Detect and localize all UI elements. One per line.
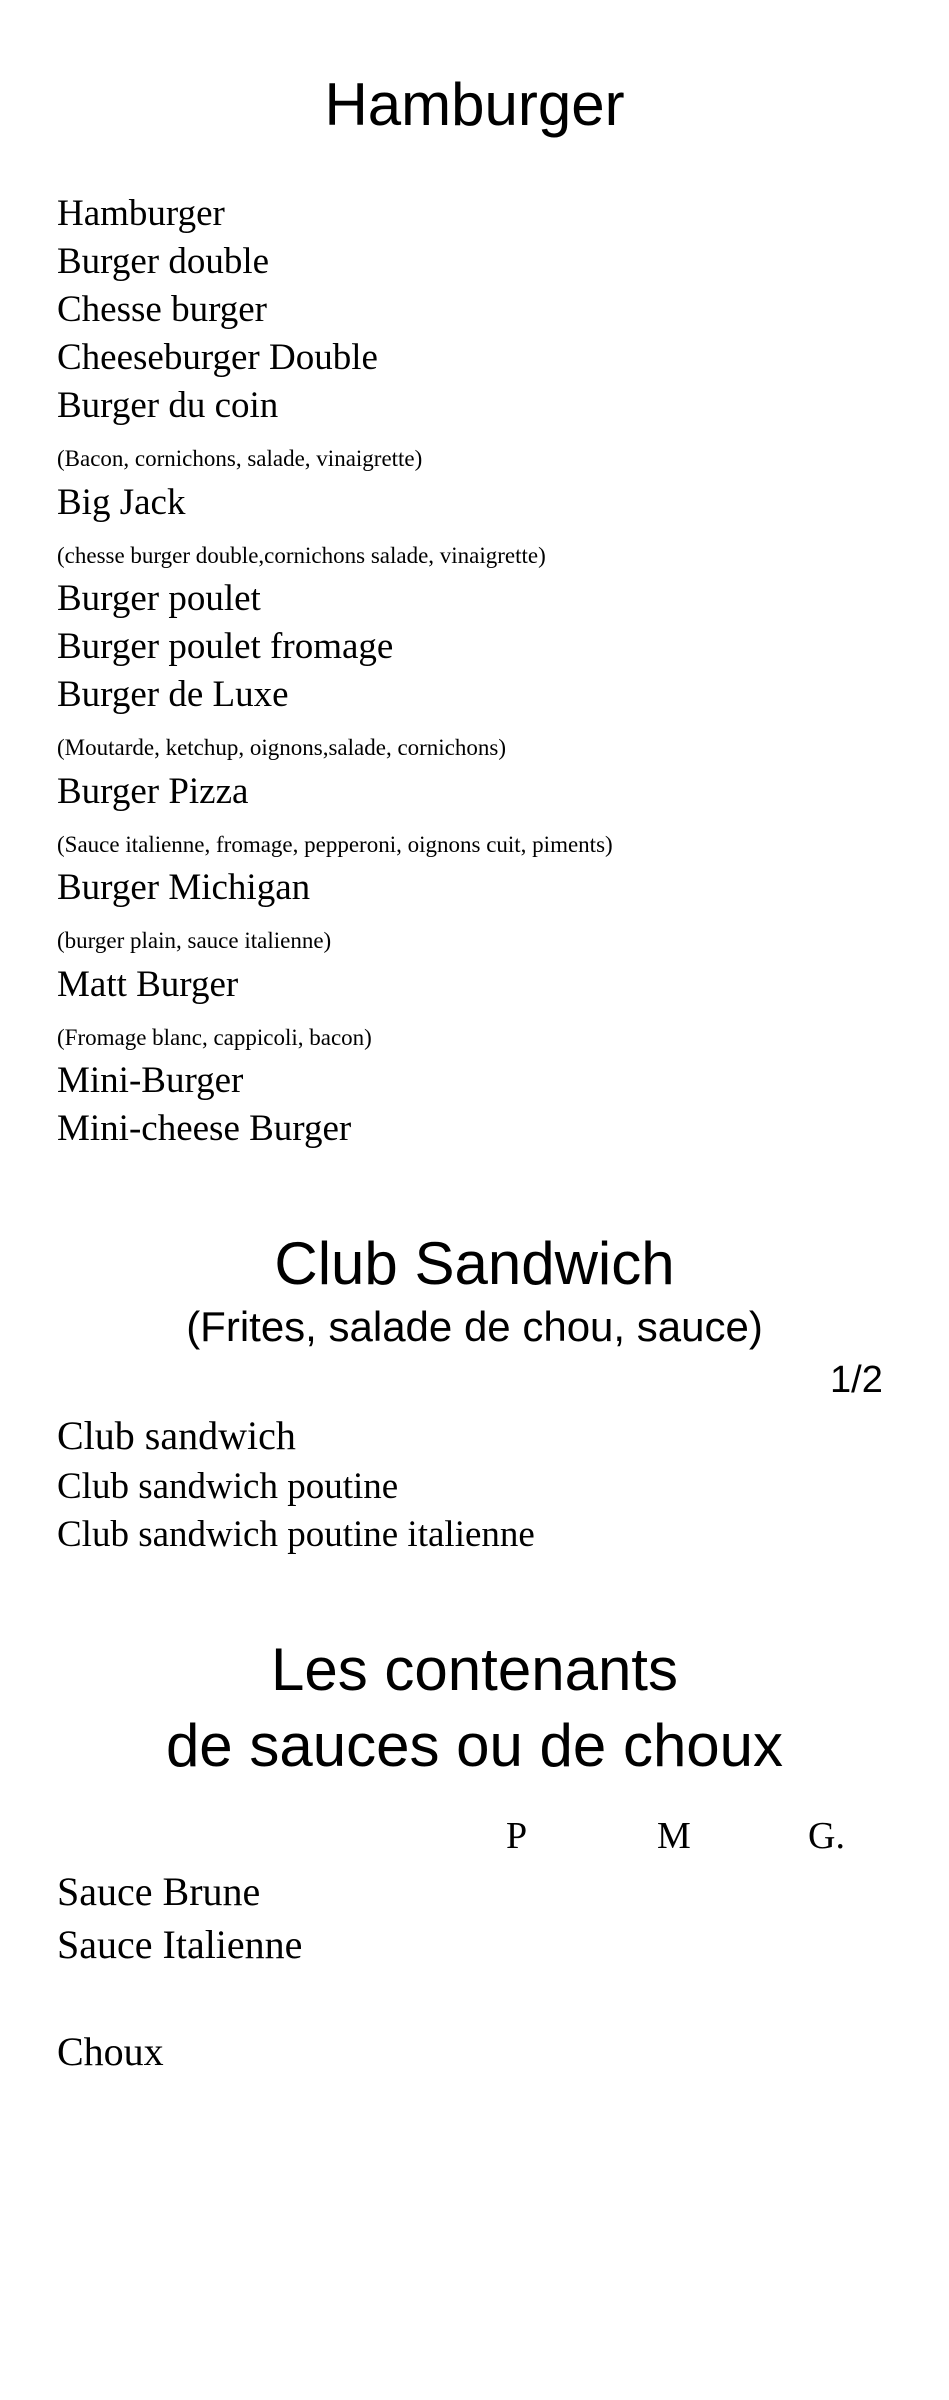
menu-item: Club sandwich poutine italienne (57, 1514, 535, 1555)
menu-item: Mini-Burger (57, 1060, 244, 1101)
menu-item: Matt Burger (57, 964, 239, 1005)
menu-item: Club sandwich (57, 1413, 296, 1458)
size-column-small: P (506, 1815, 528, 1857)
containers-title-line2: de sauces ou de choux (165, 1712, 784, 1779)
menu-item: Sauce Italienne (57, 1922, 303, 1967)
club-sandwich-subtitle: (Frites, salade de chou, sauce) (186, 1303, 763, 1350)
menu-item: Club sandwich poutine (57, 1466, 399, 1507)
containers-title-line1: Les contenants (271, 1636, 678, 1703)
hamburger-title: Hamburger (324, 71, 625, 138)
half-portion-label: 1/2 (830, 1359, 883, 1401)
size-column-large: G. (808, 1815, 845, 1857)
menu-item: Burger du coin (57, 385, 279, 426)
menu-item: Choux (57, 2029, 164, 2074)
menu-item-description: (Sauce italienne, fromage, pepperoni, oignons cuit, piments) (57, 832, 613, 857)
menu-item-description: (Moutarde, ketchup, oignons,salade, cornichons) (57, 735, 507, 760)
menu-item: Mini-cheese Burger (57, 1108, 352, 1149)
menu-item: Burger de Luxe (57, 674, 289, 715)
menu-item: Big Jack (57, 482, 186, 523)
menu-item-description: (Fromage blanc, cappicoli, bacon) (57, 1025, 372, 1050)
menu-item: Cheeseburger Double (57, 337, 378, 378)
menu-item: Burger Michigan (57, 867, 311, 908)
menu-item: Burger double (57, 241, 270, 282)
menu-item-description: (burger plain, sauce italienne) (57, 928, 332, 953)
menu-item: Burger Pizza (57, 771, 249, 812)
menu-item: Burger poulet fromage (57, 626, 394, 667)
menu-item-description: (Bacon, cornichons, salade, vinaigrette) (57, 446, 423, 471)
club-sandwich-title: Club Sandwich (274, 1230, 675, 1297)
size-column-medium: M (657, 1815, 691, 1857)
menu-item: Sauce Brune (57, 1869, 261, 1914)
menu-item: Hamburger (57, 193, 225, 234)
menu-item-description: (chesse burger double,cornichons salade, vinaigrette) (57, 543, 546, 568)
menu-item: Chesse burger (57, 289, 267, 330)
menu-item: Burger poulet (57, 578, 261, 619)
